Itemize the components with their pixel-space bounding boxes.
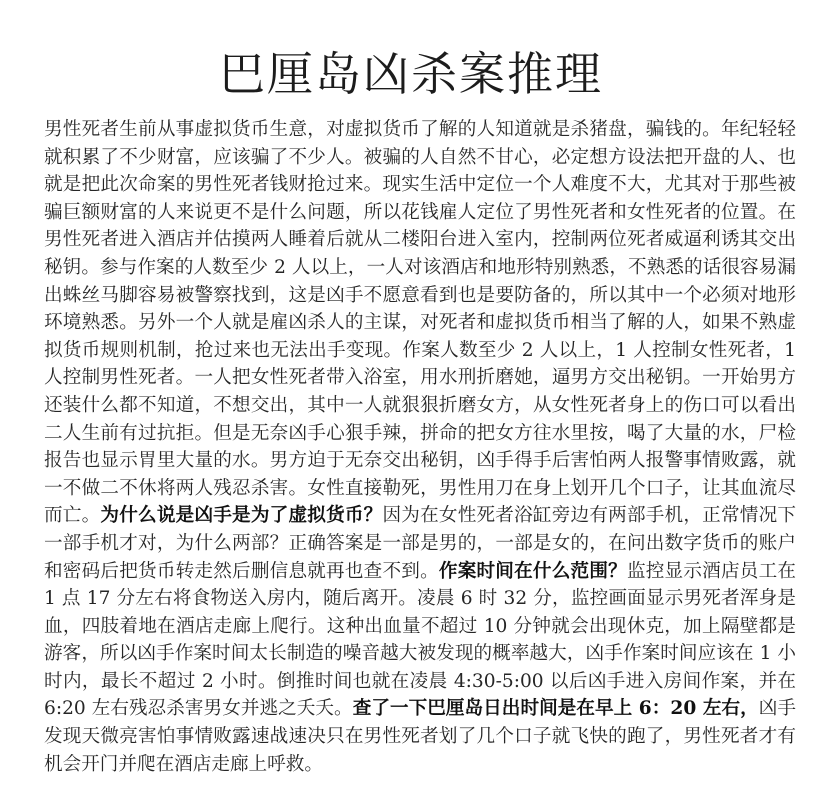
text-segment-motive-answer: 因为在女性死者浴缸旁边有两部手机，正常情况下一部手机才对，为什么两部？正确答案是一部是男的，一部是女的，在问出数字货币的账户和密码后把货币转走然后删信息就再也查不到。 [44, 505, 796, 582]
question-heading-time-range: 作案时间在什么范围？ [438, 560, 627, 582]
text-segment-conclusion: 凶手发现天微亮害怕事情败露速战速决只在男性死者划了几个口子就飞快的跑了，男性死者才有机会开门并爬在酒店走廊上呼救。 [44, 698, 796, 775]
highlight-sunrise-time: 查了一下巴厘岛日出时间是在早上 6：20 左右， [352, 698, 759, 720]
text-segment-intro: 男性死者生前从事虚拟货币生意，对虚拟货币了解的人知道就是杀猪盘，骗钱的。年纪轻轻就积累了不少财富，应该骗了不少人。被骗的人自然不甘心，必定想方设法把开盘的人、也就是把此次命案的男性死者钱财抢过来。现实生活中定位一个人难度不大，尤其对于那些被骗巨额财富的人来说更不是什么问题，所以花钱雇人定位了男性死者和女性死者的位置。在男性死者进入酒店并估摸两人睡着后就从二楼阳台进入室内，控制两位死者威逼利诱其交出秘钥。参与作案的人数至少 2 人以上，一人对该酒店和地形特别熟悉，不熟悉的话很容易漏出蛛丝马脚容易被警察找到，这是凶手不愿意看到也是要防备的，所以其中一个必须对地形环境熟悉。另外一个人就是雇凶杀人的主谋，对死者和虚拟货币相当了解的人，如果不熟虚拟货币规则机制，抢过来也无法出手变现。作案人数至少 2 人以上，1 人控制女性死者，1 人控制男性死者。一人把女性死者带入浴室，用水刑折磨她，逼男方交出秘钥。一开始男方还装什么都不知道，不想交出，其中一人就狠狠折磨女方，从女性死者身上的伤口可以看出二人生前有过抗拒。但是无奈凶手心狠手辣，拼命的把女方往水里按，喝了大量的水，尸检报告也显示胃里大量的水。男方迫于无奈交出秘钥，凶手得手后害怕两人报警事情败露，就一不做二不休将两人残忍杀害。女性直接勒死，男性用刀在身上划开几个口子，让其血流尽而亡。 [44, 119, 796, 527]
text-segment-time-analysis: 监控显示酒店员工在 1 点 17 分左右将食物送入房内，随后离开。凌晨 6 时 32 分，监控画面显示男死者浑身是血，四肢着地在酒店走廊上爬行。这种出血量不超过 10 分钟就会出现休克，加上隔壁都是游客，所以凶手作案时间太长制造的噪音越大被发现的概率越大，凶手作案时间应该在 1 小时内，最长不超过 2 小时。倒推时间也就在凌晨 4:30-5:00 以后凶手进入房间作案，并在 6:20 左右残忍杀害男女并逃之夭夭。 [44, 560, 796, 720]
question-heading-motive: 为什么说是凶手是为了虚拟货币？ [100, 505, 383, 527]
article-title: 巴厘岛凶杀案推理 [219, 47, 603, 101]
article-body [44, 116, 796, 778]
